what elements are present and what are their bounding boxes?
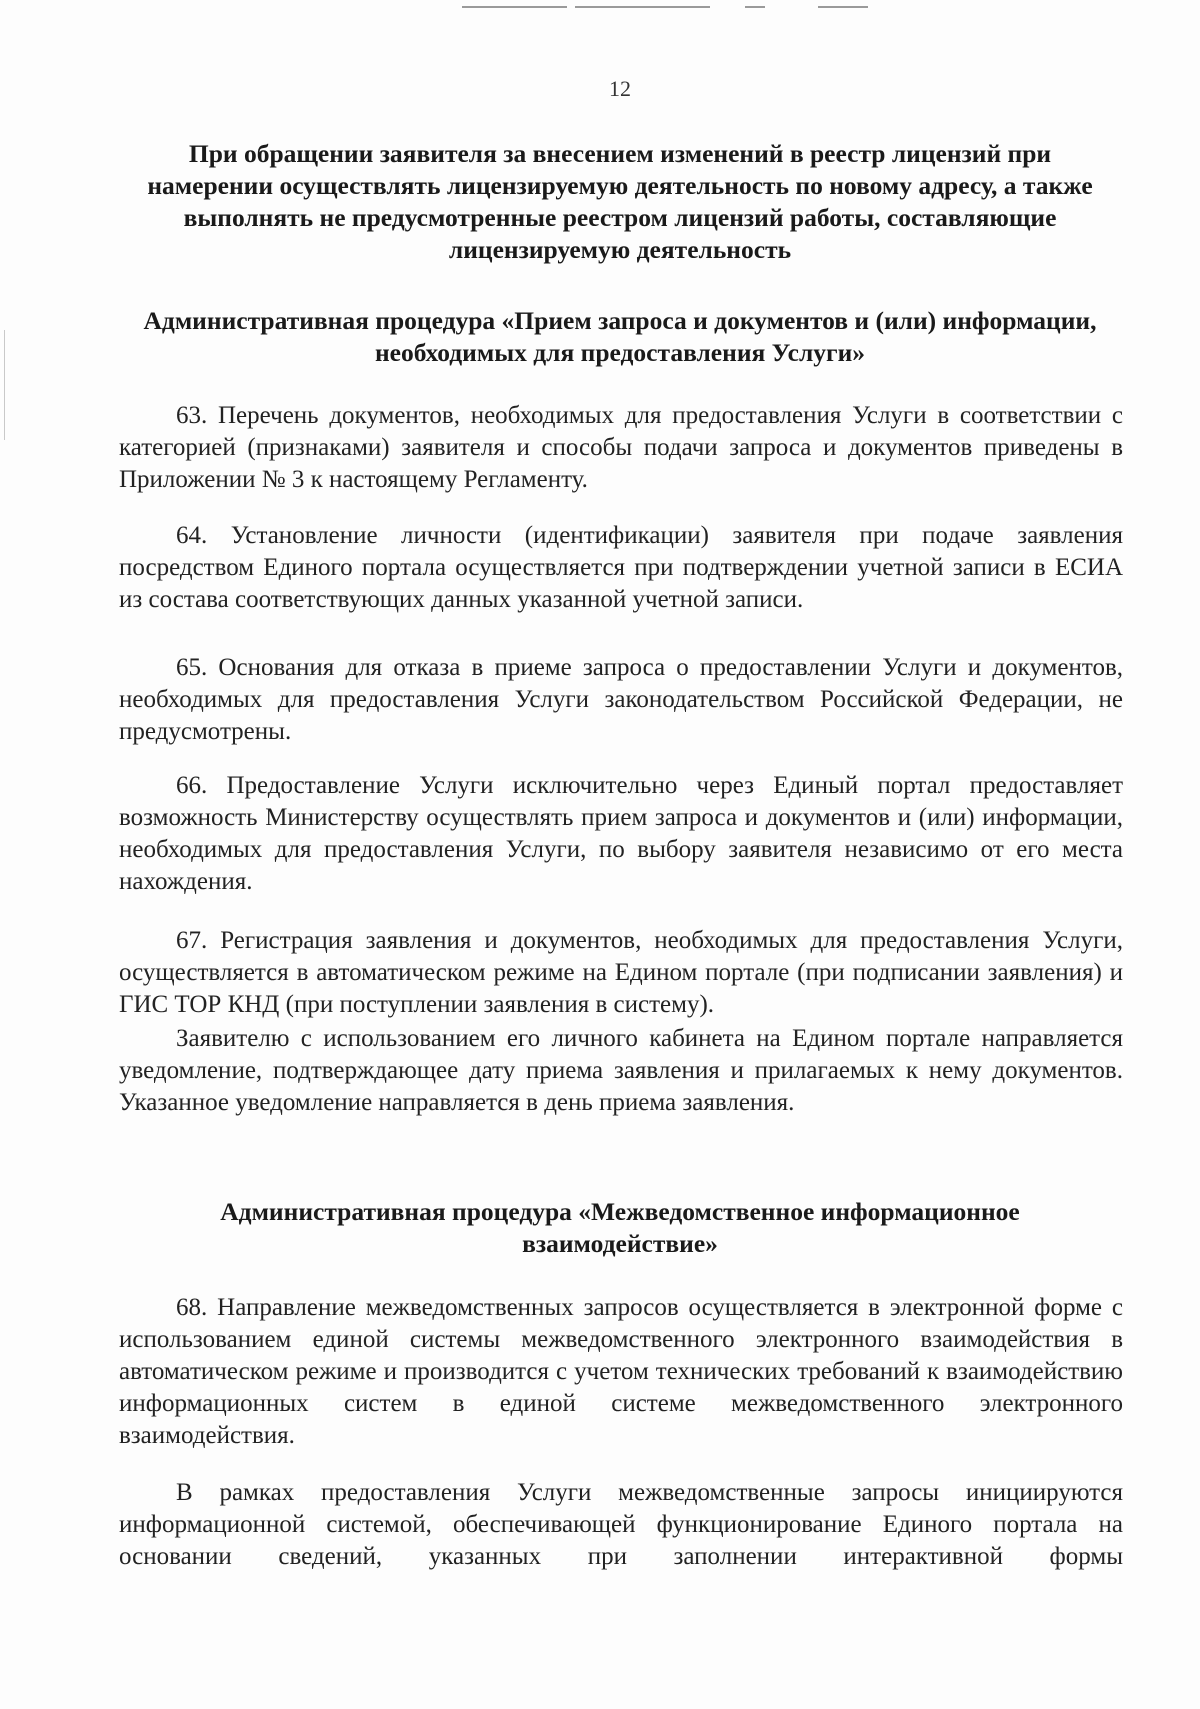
paragraph-68: 68. Направление межведомственных запросов осуществляется в электронной форме с использованием единой системы межведомственного электронного взаимодействия в автоматическом режиме и производится с учетом технических требований к взаимодействию информационных систем в единой системе межведомственного электронного взаимодействия. [119, 1294, 1123, 1449]
paragraph-67: 67. Регистрация заявления и документов, необходимых для предоставления Услуги, осуществляется в автоматическом режиме на Едином портале (при подписании заявления) и ГИС ТОР КНД (при поступлении заявления в систему). [119, 927, 1123, 1018]
scan-margin-mark [4, 330, 5, 440]
scan-artifact-line [818, 6, 868, 8]
scan-artifact-line [462, 6, 567, 8]
page-number: 12 [609, 76, 631, 101]
paragraph-64: 64. Установление личности (идентификации) заявителя при подаче заявления посредством Единого портала осуществляется при подтверждении учетной записи в ЕСИА из состава соответствующих данных указанной учетной записи. [119, 522, 1123, 613]
paragraph-notification: Заявителю с использованием его личного кабинета на Едином портале направляется уведомление, подтверждающее дату приема заявления и прилагаемых к нему документов. Указанное уведомление направляется в день приема заявления. [119, 1025, 1123, 1116]
section-title-interagency: Административная процедура «Межведомственное информационное взаимодействие» [220, 1197, 1020, 1258]
scan-artifact-line [575, 6, 710, 8]
section-title-reception: Административная процедура «Прием запроса и документов и (или) информации, необходимых для предоставления Услуги» [143, 306, 1097, 367]
paragraph-interagency-requests: В рамках предоставления Услуги межведомственные запросы инициируются информационной системой, обеспечивающей функционирование Единого портала на основании сведений, указанных при заполнении интерактивной формы [119, 1479, 1123, 1570]
paragraph-65: 65. Основания для отказа в приеме запроса о предоставлении Услуги и документов, необходимых для предоставления Услуги законодательством Российской Федерации, не предусмотрены. [119, 654, 1123, 745]
document-heading: При обращении заявителя за внесением изменений в реестр лицензий при намерении осуществлять лицензируемую деятельность по новому адресу, а также выполнять не предусмотренные реестром лицензий работы, составляющие лицензируемую деятельность [147, 139, 1093, 264]
paragraph-63: 63. Перечень документов, необходимых для предоставления Услуги в соответствии с категорией (признаками) заявителя и способы подачи запроса и документов приведены в Приложении № 3 к настоящему Регламенту. [119, 402, 1123, 493]
paragraph-66: 66. Предоставление Услуги исключительно через Единый портал предоставляет возможность Министерству осуществлять прием запроса и документов и (или) информации, необходимых для предоставления Услуги, по выбору заявителя независимо от его места нахождения. [119, 772, 1123, 895]
scan-artifact-line [745, 6, 765, 8]
